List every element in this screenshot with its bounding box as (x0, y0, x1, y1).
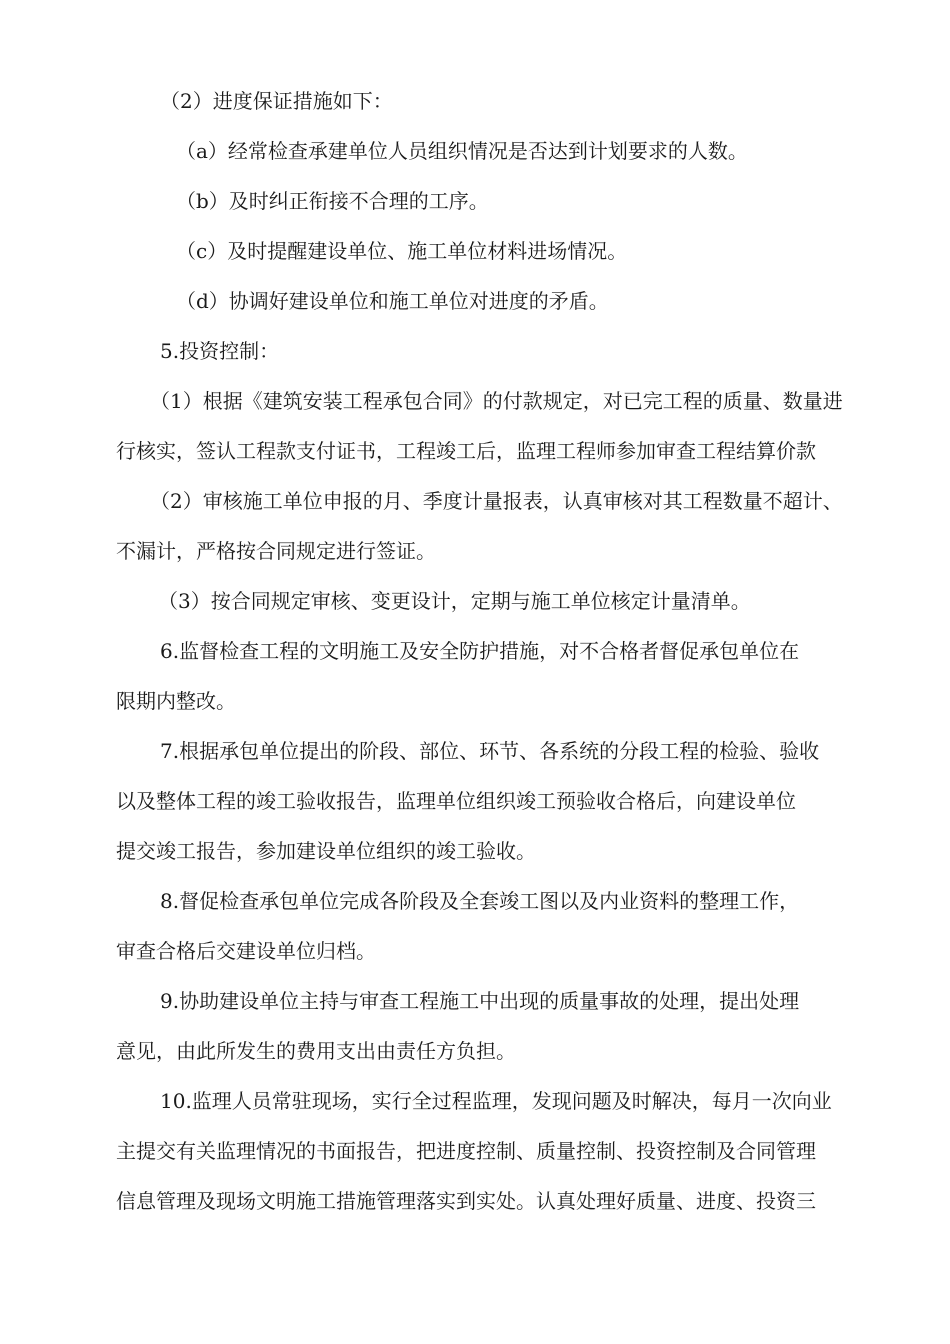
text-line-item-7b: 以及整体工程的竣工验收报告，监理单位组织竣工预验收合格后，向建设单位 (116, 789, 796, 813)
text-line-item-10c: 信息管理及现场文明施工措施管理落实到实处。认真处理好质量、进度、投资三 (116, 1189, 816, 1213)
text-line-investment-3: （3）按合同规定审核、变更设计，定期与施工单位核定计量清单。 (158, 589, 751, 613)
text-line-item-10b: 主提交有关监理情况的书面报告，把进度控制、质量控制、投资控制及合同管理 (116, 1139, 816, 1163)
text-line-item-8a: 8.督促检查承包单位完成各阶段及全套竣工图以及内业资料的整理工作， (160, 889, 800, 913)
text-line-item-d: （d）协调好建设单位和施工单位对进度的矛盾。 (176, 289, 609, 313)
text-line-item-b: （b）及时纠正衔接不合理的工序。 (176, 189, 489, 213)
text-line-progress-measures: （2）进度保证措施如下： (160, 89, 393, 113)
text-line-item-7a: 7.根据承包单位提出的阶段、部位、环节、各系统的分段工程的检验、验收 (160, 739, 820, 763)
text-line-item-a: （a）经常检查承建单位人员组织情况是否达到计划要求的人数。 (176, 139, 748, 163)
text-line-item-8b: 审查合格后交建设单位归档。 (116, 939, 376, 963)
text-line-investment-1b: 行核实，签认工程款支付证书，工程竣工后，监理工程师参加审查工程结算价款 (116, 439, 816, 463)
text-line-item-9b: 意见，由此所发生的费用支出由责任方负担。 (116, 1039, 516, 1063)
text-line-investment-2a: （2）审核施工单位申报的月、季度计量报表，认真审核对其工程数量不超计、 (150, 489, 843, 513)
text-line-investment-1a: （1）根据《建筑安装工程承包合同》的付款规定，对已完工程的质量、数量进 (150, 389, 843, 413)
text-line-item-9a: 9.协助建设单位主持与审查工程施工中出现的质量事故的处理，提出处理 (160, 989, 800, 1013)
text-line-item-7c: 提交竣工报告，参加建设单位组织的竣工验收。 (116, 839, 536, 863)
text-line-investment-2b: 不漏计，严格按合同规定进行签证。 (116, 539, 436, 563)
text-line-item-c: （c）及时提醒建设单位、施工单位材料进场情况。 (176, 239, 628, 263)
text-line-item-6b: 限期内整改。 (116, 689, 236, 713)
text-line-item-10a: 10.监理人员常驻现场，实行全过程监理，发现问题及时解决，每月一次向业 (160, 1089, 832, 1113)
section-heading-investment-control: 5.投资控制： (160, 339, 280, 363)
text-line-item-6a: 6.监督检查工程的文明施工及安全防护措施，对不合格者督促承包单位在 (160, 639, 800, 663)
